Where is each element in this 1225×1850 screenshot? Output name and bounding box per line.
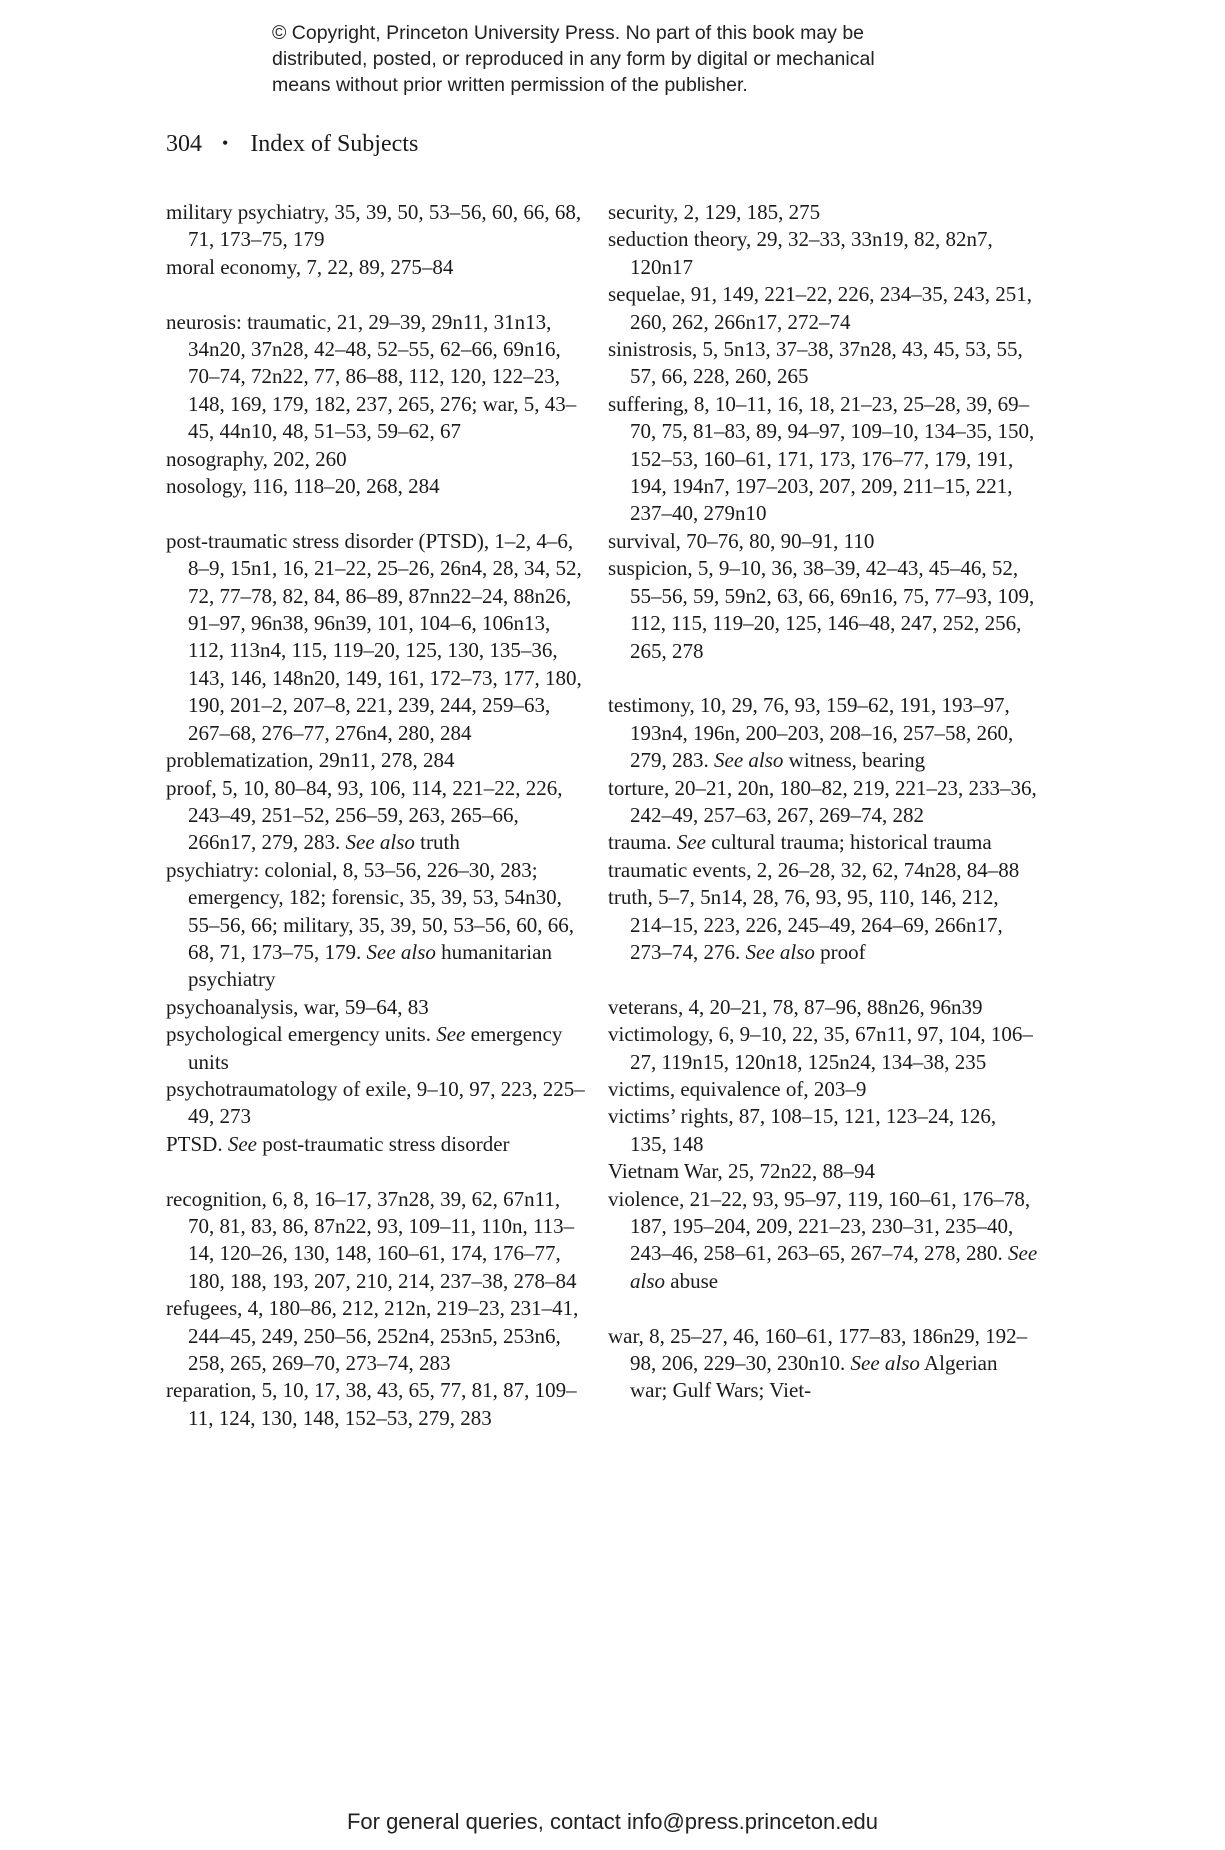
index-entry xyxy=(608,336,1038,391)
see-also-reference: See also xyxy=(714,748,784,773)
see-also-reference: See also xyxy=(630,1241,1038,1293)
copyright-line: distributed, posted, or reproduced in any form by digital or mechanical xyxy=(272,48,875,70)
index-entry xyxy=(608,1323,1038,1405)
index-entry-text: post-traumatic stress disorder (PTSD), 1–2, 4–6, 8–9, 15n1, 16, 21–22, 25–26, 26n4, 28, 34, 52, 72, 77–78, 82, 84, 86–89, 87nn22–24, 88n26, 91–97, 96n38, 96n39, 101, 104–6, 106n13, 112, 113n4, 115, 119–20, 125, 130, 135–36, 143, 146, 148n20, 149, 161, 172–73, 177, 180, 190, 201–2, 207–8, 221, 239, 244, 259–63, 267–68, 276–77, 276n4, 280, 284 xyxy=(166,528,582,745)
index-entry xyxy=(608,1076,1038,1103)
index-entry-text: psychoanalysis, war, 59–64, 83 xyxy=(166,994,429,1019)
index-entry-text: sinistrosis, 5, 5n13, 37–38, 37n28, 43, 45, 53, 55, 57, 66, 228, 260, 265 xyxy=(608,337,1023,389)
see-also-reference: See also xyxy=(745,939,815,964)
index-entry xyxy=(166,857,591,994)
index-entry-text: reparation, 5, 10, 17, 38, 43, 65, 77, 81, 87, 109–11, 124, 130, 148, 152–53, 279, 283 xyxy=(166,1378,577,1430)
index-entry-text: psychiatry: colonial, 8, 53–56, 226–30, 283; emergency, 182; forensic, 35, 39, 53, 54n30, 55–56, 66; military, 35, 39, 50, 53–56, 60, 66, 68, 71, 173–75, 179. xyxy=(166,857,574,964)
page-title: Index of Subjects xyxy=(250,131,419,157)
index-entry xyxy=(608,555,1038,665)
see-also-reference: See also xyxy=(850,1351,920,1376)
index-entry xyxy=(166,994,591,1021)
index-entry xyxy=(166,1021,591,1076)
index-entry-text: trauma. xyxy=(608,830,672,855)
letter-group-gap xyxy=(608,1295,1038,1322)
index-entry xyxy=(608,199,1038,226)
index-entry-text: war, 8, 25–27, 46, 160–61, 177–83, 186n29, 192–98, 206, 229–30, 230n10. xyxy=(608,1323,1028,1376)
index-entry-text: violence, 21–22, 93, 95–97, 119, 160–61, 176–78, 187, 195–204, 209, 221–23, 230–31, 235–40, 243–46, 258–61, 263–65, 267–74, 278, 280. xyxy=(608,1186,1031,1266)
see-also-reference: See also xyxy=(366,939,436,964)
index-entry xyxy=(166,309,591,446)
cross-reference-target: Algerian war; Gulf Wars; Viet- xyxy=(630,1351,998,1403)
index-entry-text: refugees, 4, 180–86, 212, 212n, 219–23, 231–41, 244–45, 249, 250–56, 252n4, 253n5, 253n6, 258, 265, 269–70, 273–74, 283 xyxy=(166,1296,579,1376)
index-entry xyxy=(166,473,591,500)
index-entry-text: security, 2, 129, 185, 275 xyxy=(608,200,821,224)
see-also-reference: See xyxy=(676,830,706,855)
index-entry-text: military psychiatry, 35, 39, 50, 53–56, 60, 66, 68, 71, 173–75, 179 xyxy=(166,200,582,252)
index-entry-text: problematization, 29n11, 278, 284 xyxy=(166,748,455,773)
index-entry xyxy=(166,1377,591,1432)
index-entry xyxy=(608,528,1038,555)
header-separator: • xyxy=(222,133,229,153)
index-entry xyxy=(166,1295,591,1377)
index-entry-text: Vietnam War, 25, 72n22, 88–94 xyxy=(608,1159,876,1184)
letter-group-gap xyxy=(608,665,1038,692)
index-entry xyxy=(166,747,591,774)
index-entry xyxy=(608,884,1038,966)
see-also-reference: See xyxy=(436,1022,466,1047)
index-entry-text: truth, 5–7, 5n14, 28, 76, 93, 95, 110, 146, 212, 214–15, 223, 226, 245–49, 264–69, 266n17, 273–74, 276. xyxy=(608,885,1003,964)
index-entry-text: survival, 70–76, 80, 90–91, 110 xyxy=(608,528,875,553)
index-entry xyxy=(166,446,591,473)
index-entry xyxy=(166,254,591,281)
see-also-reference: See also xyxy=(345,830,415,855)
cross-reference-target: emergency units xyxy=(188,1022,563,1074)
index-entry xyxy=(166,1076,591,1131)
index-entry-text: moral economy, 7, 22, 89, 275–84 xyxy=(166,254,454,279)
page-number: 304 xyxy=(166,131,202,157)
index-entry-text: victims’ rights, 87, 108–15, 121, 123–24, 126, 135, 148 xyxy=(608,1104,997,1156)
index-entry-text: neurosis: traumatic, 21, 29–39, 29n11, 31n13, 34n20, 37n28, 42–48, 52–55, 62–66, 69n16, 70–74, 72n22, 77, 86–88, 112, 120, 122–23, 148, 169, 179, 182, 237, 265, 276; war, 5, 43–45, 44n10, 48, 51–53, 59–62, 67 xyxy=(166,309,577,444)
index-entry-text: psychotraumatology of exile, 9–10, 97, 223, 225–49, 273 xyxy=(166,1076,585,1129)
index-entry-text: nosology, 116, 118–20, 268, 284 xyxy=(166,474,440,499)
letter-group-gap xyxy=(608,966,1038,993)
index-entry xyxy=(166,199,591,254)
index-entry-text: torture, 20–21, 20n, 180–82, 219, 221–23, 233–36, 242–49, 257–63, 267, 269–74, 282 xyxy=(608,775,1037,827)
copyright-notice xyxy=(272,20,1012,98)
index-entry-text: nosography, 202, 260 xyxy=(166,446,347,471)
cross-reference-target: truth xyxy=(420,830,460,855)
index-entry-text: suspicion, 5, 9–10, 36, 38–39, 42–43, 45–46, 52, 55–56, 59, 59n2, 63, 66, 69n16, 75, 77–93, 109, 112, 115, 119–20, 125, 146–48, 247, 252, 256, 265, 278 xyxy=(608,556,1035,663)
index-entry-text: suffering, 8, 10–11, 16, 18, 21–23, 25–28, 39, 69–70, 75, 81–83, 89, 94–97, 109–10, 134–35, 150, 152–53, 160–61, 171, 173, 176–77, 179, 191, 194, 194n7, 197–203, 207, 209, 211–15, 221, 237–40, 279n10 xyxy=(608,391,1035,526)
index-entry xyxy=(608,692,1038,774)
index-entry-text: traumatic events, 2, 26–28, 32, 62, 74n28, 84–88 xyxy=(608,857,1020,882)
copyright-line: © Copyright, Princeton University Press. No part of this book may be xyxy=(272,22,865,44)
index-entry xyxy=(608,281,1038,336)
index-entry xyxy=(166,1131,591,1158)
index-column-right xyxy=(608,199,1038,1405)
index-entry-text: testimony, 10, 29, 76, 93, 159–62, 191, 193–97, 193n4, 196n, 200–203, 208–16, 257–58, 260, 279, 283. xyxy=(608,693,1014,773)
index-entry xyxy=(166,1186,591,1296)
index-entry xyxy=(608,1186,1038,1296)
cross-reference-target: cultural trauma; historical trauma xyxy=(711,830,992,855)
copyright-line: means without prior written permission of the publisher. xyxy=(272,74,748,96)
running-header xyxy=(166,131,418,158)
index-entry-text: psychological emergency units. xyxy=(166,1022,431,1047)
cross-reference-target: post-traumatic stress disorder xyxy=(262,1131,510,1156)
index-entry xyxy=(608,391,1038,528)
index-entry-text: victims, equivalence of, 203–9 xyxy=(608,1076,867,1101)
index-entry xyxy=(608,226,1038,281)
index-entry-text: PTSD. xyxy=(166,1131,223,1156)
index-entry-text: victimology, 6, 9–10, 22, 35, 67n11, 97, 104, 106–27, 119n15, 120n18, 125n24, 134–38, 235 xyxy=(608,1022,1033,1074)
index-entry xyxy=(608,1158,1038,1185)
index-entry xyxy=(608,775,1038,830)
index-entry xyxy=(166,775,591,857)
letter-group-gap xyxy=(166,500,591,527)
index-entry-text: seduction theory, 29, 32–33, 33n19, 82, 82n7, 120n17 xyxy=(608,227,993,279)
index-column-left xyxy=(166,199,591,1432)
index-entry-text: sequelae, 91, 149, 221–22, 226, 234–35, 243, 251, 260, 262, 266n17, 272–74 xyxy=(608,282,1033,334)
index-entry-text: recognition, 6, 8, 16–17, 37n28, 39, 62, 67n11, 70, 81, 83, 86, 87n22, 93, 109–11, 110n, 113–14, 120–26, 130, 148, 160–61, 174, 176–77, 180, 188, 193, 207, 210, 214, 237–38, 278–84 xyxy=(166,1186,577,1293)
footer-contact: For general queries, contact info@press.princeton.edu xyxy=(346,1809,879,1834)
index-entry-text: proof, 5, 10, 80–84, 93, 106, 114, 221–22, 226, 243–49, 251–52, 256–59, 263, 265–66, 266n17, 279, 283. xyxy=(166,775,563,855)
index-entry xyxy=(166,528,591,747)
cross-reference-target: humanitarian psychiatry xyxy=(188,939,552,992)
cross-reference-target: witness, bearing xyxy=(788,748,926,773)
see-also-reference: See xyxy=(227,1131,258,1156)
index-entry xyxy=(608,857,1038,884)
index-entry xyxy=(608,994,1038,1021)
letter-group-gap xyxy=(166,1158,591,1185)
cross-reference-target: proof xyxy=(820,939,866,964)
index-entry-text: veterans, 4, 20–21, 78, 87–96, 88n26, 96n39 xyxy=(608,994,983,1019)
index-entry xyxy=(608,829,1038,856)
index-entry xyxy=(608,1103,1038,1158)
index-entry xyxy=(608,1021,1038,1076)
letter-group-gap xyxy=(166,281,591,308)
cross-reference-target: abuse xyxy=(670,1268,719,1293)
